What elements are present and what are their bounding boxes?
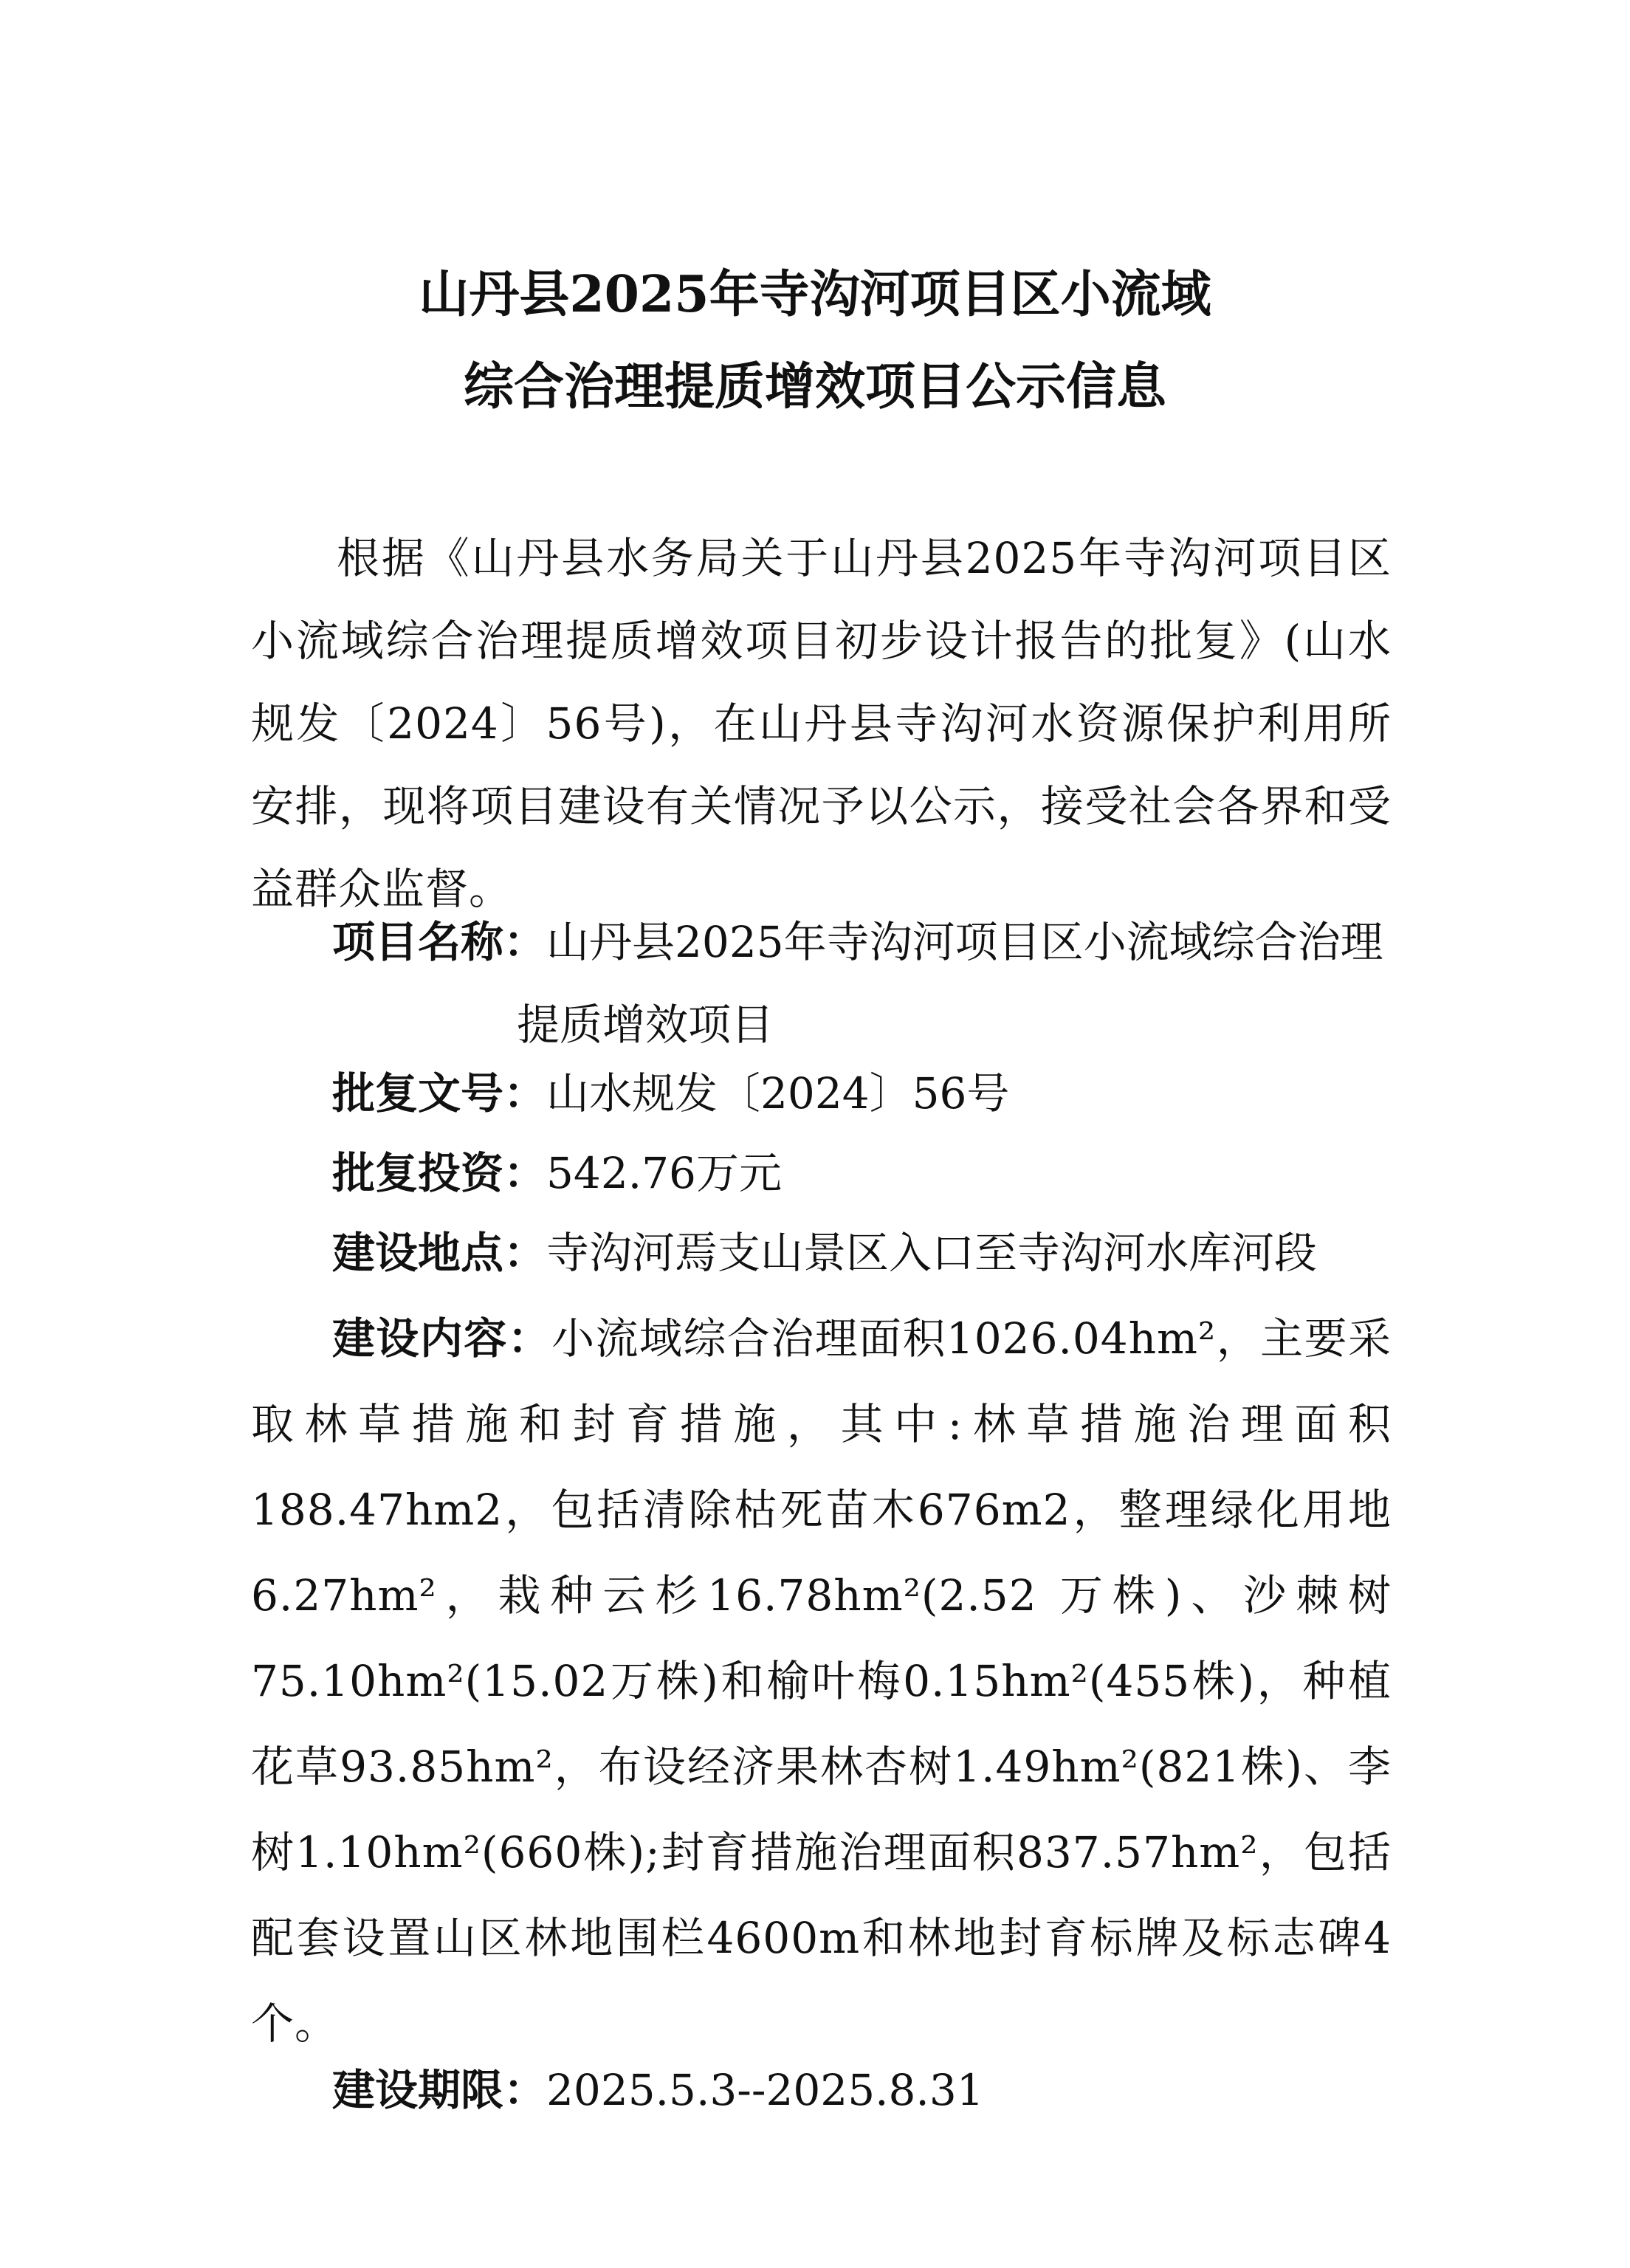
construction-content-paragraph <box>251 1296 1392 2066</box>
construction-site-value: 寺沟河焉支山景区入口至寺沟河水库河段 <box>546 1228 1318 1278</box>
project-name-label: 项目名称： <box>332 917 547 967</box>
project-name-field <box>332 901 1395 1066</box>
project-name-value-line-2: 提质增效项目 <box>517 1000 774 1050</box>
project-name-value-line-1: 山丹县2025年寺沟河项目区小流域综合治理 <box>546 917 1383 967</box>
construction-site-label: 建设地点： <box>332 1228 547 1278</box>
construction-content-value: 小流域综合治理面积1026.04hm²，主要采取林草措施和封育措施，其中:林草措施治理面积188.47hm2，包括清除枯死苗木676m2，整理绿化用地6.27hm²，栽种云杉16.78hm²(2.52 万株)、沙棘树75.10hm²(15.02万株)和榆叶梅0.15hm²(455株)，种植花草93.85hm²，布设经济果林杏树1.49hm²(821株)、李树1.10hm²(660株);封育措施治理面积837.57hm²，包括配套设置山区林地围栏4600m和林地封育标牌及标志碑4个。 <box>251 1313 1392 2049</box>
approved-investment-label: 批复投资： <box>332 1148 547 1198</box>
document-title-line-2: 综合治理提质增效项目公示信息 <box>463 357 1166 416</box>
construction-content-label: 建设内容： <box>332 1313 552 1364</box>
approval-doc-label: 批复文号： <box>332 1068 547 1118</box>
intro-paragraph: 根据《山丹县水务局关于山丹县2025年寺沟河项目区小流域综合治理提质增效项目初步设计报告的批复》(山水规发〔2024〕56号)，在山丹县寺沟河水资源保护利用所安排，现将项目建设有关情况予以公示，接受社会各界和受益群众监督。 <box>251 533 1392 914</box>
construction-period-value: 2025.5.3--2025.8.31 <box>546 2065 984 2115</box>
construction-period-label: 建设期限： <box>332 2065 547 2115</box>
approval-doc-field <box>332 1052 1009 1135</box>
document-title-line-1: 山丹县2025年寺沟河项目区小流域 <box>419 265 1211 324</box>
approved-investment-value: 542.76万元 <box>546 1148 782 1198</box>
construction-site-field <box>332 1212 1317 1294</box>
construction-period-field <box>332 2049 984 2131</box>
approval-doc-value: 山水规发〔2024〕56号 <box>546 1068 1010 1118</box>
approved-investment-field <box>332 1132 782 1214</box>
